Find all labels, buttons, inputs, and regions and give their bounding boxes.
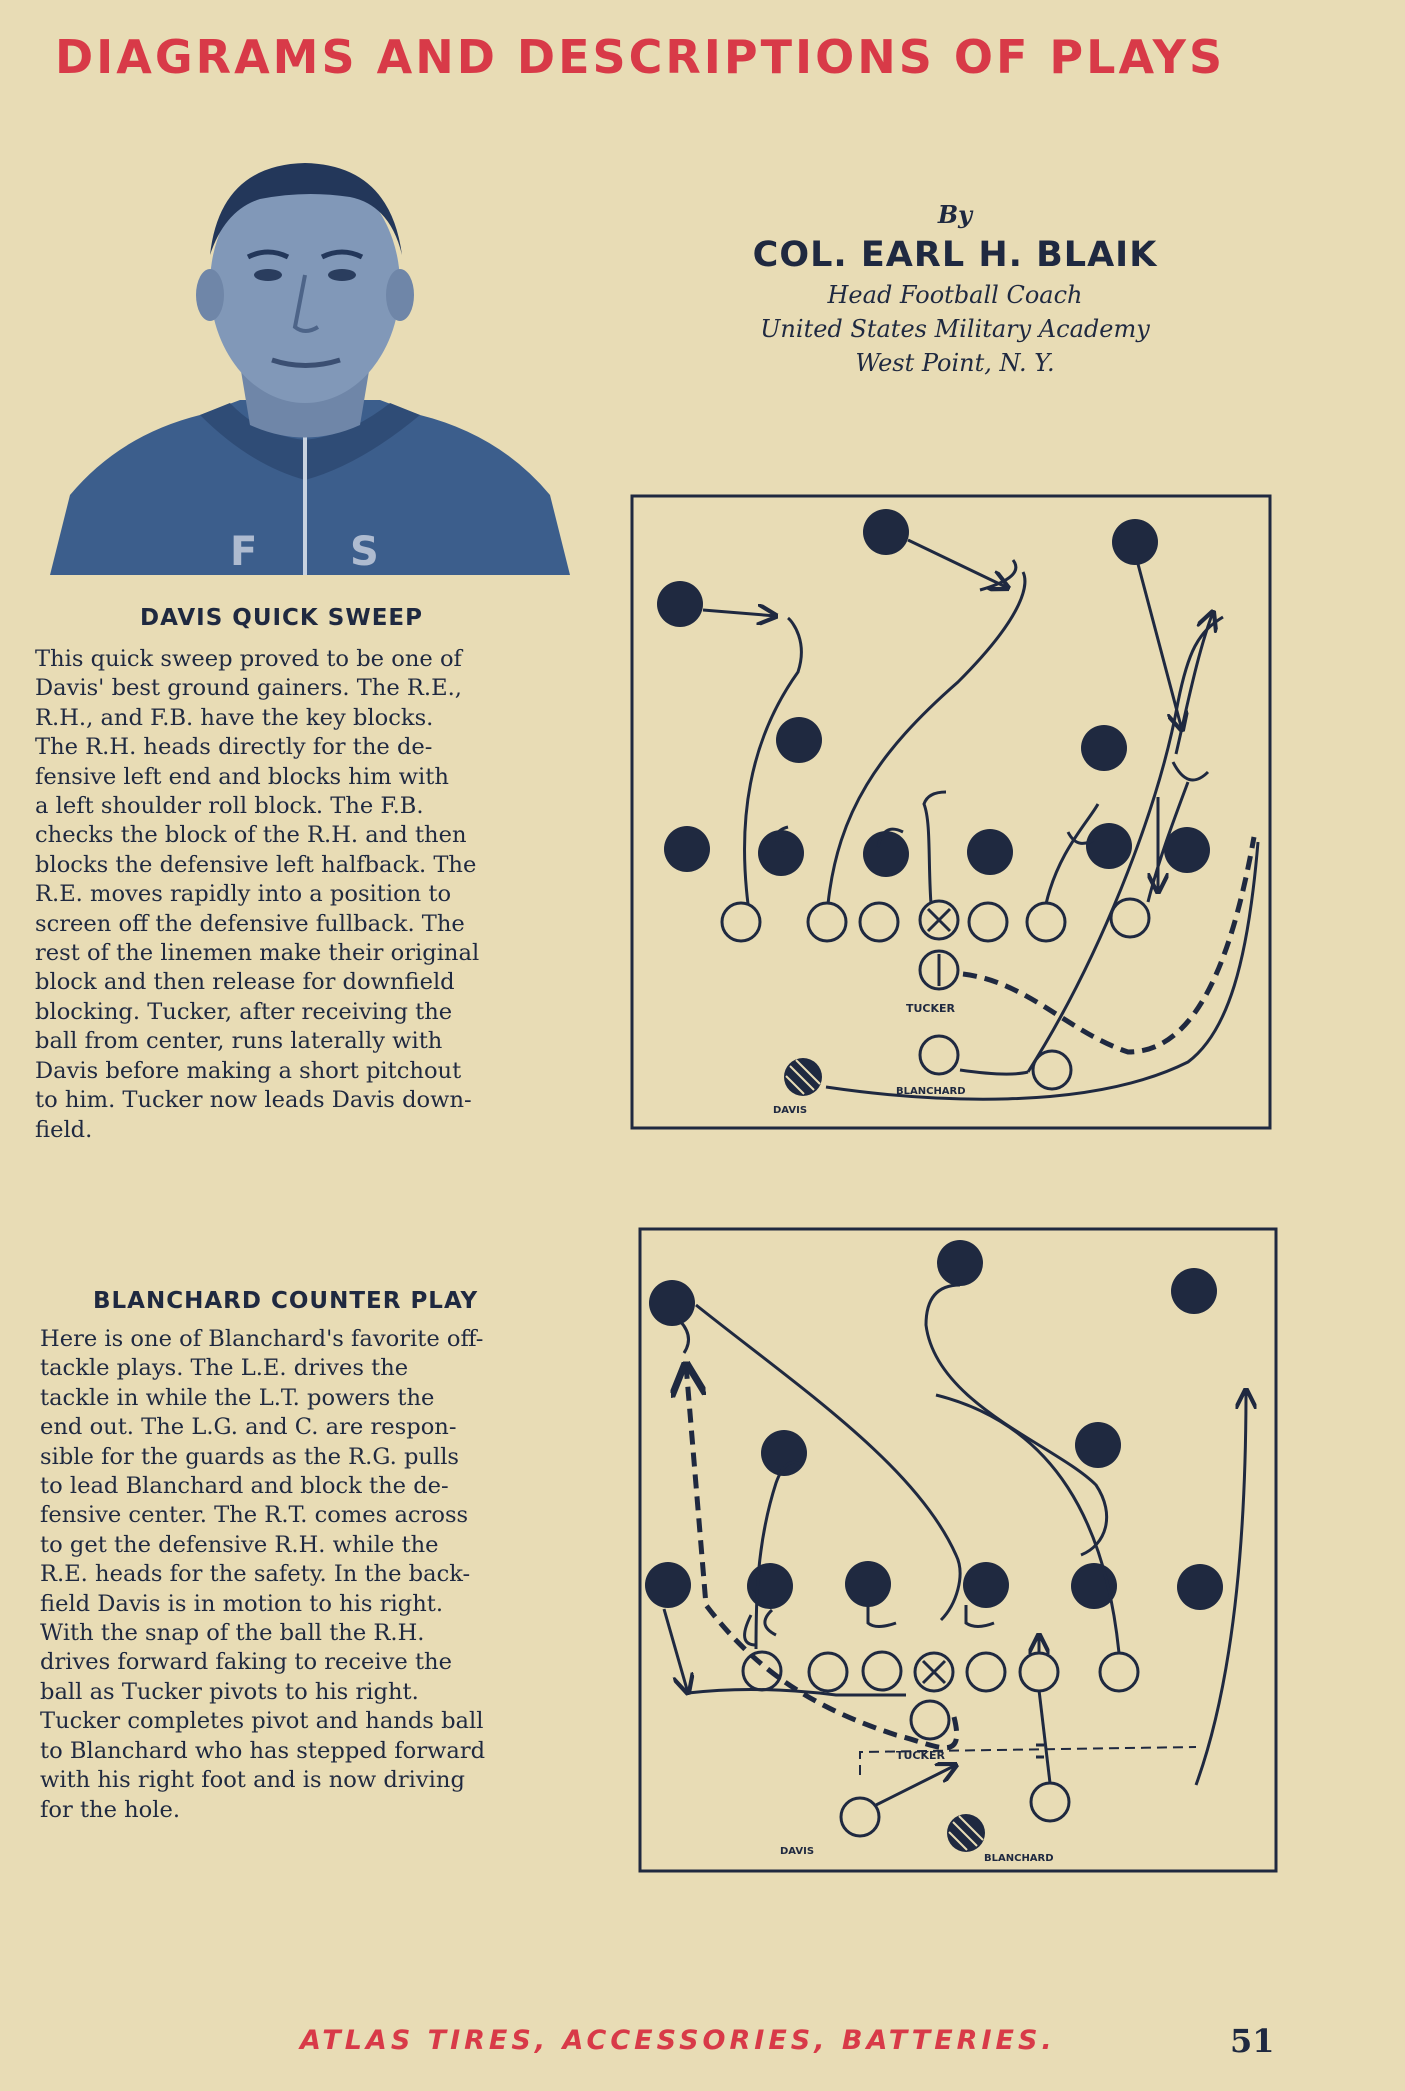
- defender: [967, 829, 1013, 875]
- label-davis: DAVIS: [780, 1846, 815, 1857]
- label-davis: DAVIS: [773, 1105, 808, 1116]
- defender: [776, 717, 822, 763]
- label-blanchard: BLANCHARD: [984, 1853, 1054, 1864]
- blanchard-marker: [947, 1814, 985, 1852]
- text-line: for the hole.: [40, 1796, 181, 1823]
- defender: [649, 1280, 695, 1326]
- text-line: tackle plays. The L.E. drives the: [40, 1355, 409, 1382]
- footer-advertisement: ATLAS TIRES, ACCESSORIES, BATTERIES.: [300, 2025, 1056, 2056]
- offense-player: [809, 1653, 847, 1691]
- text-line: R.E. moves rapidly into a position to: [35, 881, 452, 908]
- diagram-frame: [640, 1229, 1276, 1871]
- defender: [747, 1563, 793, 1609]
- coach-portrait: [50, 135, 570, 575]
- play2-heading: BLANCHARD COUNTER PLAY: [93, 1288, 479, 1314]
- author-role: Head Football Coach: [827, 281, 1083, 309]
- defender: [937, 1240, 983, 1286]
- text-line: drives forward faking to receive the: [40, 1649, 452, 1676]
- text-line: With the snap of the ball the R.H.: [40, 1620, 425, 1647]
- defender: [1177, 1564, 1223, 1610]
- offense-player: [1020, 1653, 1058, 1691]
- offense-players: [722, 899, 1149, 1089]
- label-tucker: TUCKER: [896, 1749, 946, 1762]
- text-line: The R.H. heads directly for the de-: [35, 734, 433, 761]
- davis-marker: [841, 1798, 879, 1836]
- defender: [657, 581, 703, 627]
- blanchard-marker: [920, 1036, 958, 1074]
- defender: [845, 1561, 891, 1607]
- defender: [645, 1562, 691, 1608]
- text-line: Davis before making a short pitchout: [35, 1057, 462, 1084]
- author-name: COL. EARL H. BLAIK: [752, 235, 1158, 275]
- label-tucker: TUCKER: [906, 1002, 956, 1015]
- ball-carrier-path: [963, 837, 1254, 1052]
- defender: [963, 1562, 1009, 1608]
- text-line: field.: [35, 1116, 93, 1143]
- text-line: to get the defensive R.H. while the: [40, 1531, 439, 1558]
- davis-marker: [784, 1058, 822, 1096]
- defender: [863, 831, 909, 877]
- text-line: Tucker completes pivot and hands ball: [40, 1708, 484, 1735]
- defender: [1171, 1268, 1217, 1314]
- text-line: rest of the linemen make their original: [35, 940, 480, 967]
- text-line: a left shoulder roll block. The F.B.: [35, 793, 424, 820]
- text-line: fensive left end and blocks him with: [35, 763, 449, 790]
- text-line: R.H., and F.B. have the key blocks.: [35, 704, 434, 731]
- offense-player: [969, 903, 1007, 941]
- fullback-marker: [1031, 1783, 1069, 1821]
- text-line: to Blanchard who has stepped forward: [40, 1737, 486, 1764]
- defender: [664, 826, 710, 872]
- author-institution: United States Military Academy: [760, 315, 1150, 343]
- text-line: fensive center. The R.T. comes across: [40, 1502, 469, 1529]
- text-line: field Davis is in motion to his right.: [40, 1590, 444, 1617]
- diagram-frame: [632, 496, 1270, 1128]
- text-line: tackle in while the L.T. powers the: [40, 1384, 435, 1411]
- defender: [1086, 823, 1132, 869]
- offense-player: [722, 903, 760, 941]
- text-line: to him. Tucker now leads Davis down-: [35, 1087, 472, 1114]
- tucker-marker: [911, 1701, 949, 1739]
- text-line: ball as Tucker pivots to his right.: [40, 1678, 419, 1705]
- text-line: checks the block of the R.H. and then: [35, 822, 467, 849]
- defender: [863, 509, 909, 555]
- text-line: blocking. Tucker, after receiving the: [35, 998, 453, 1025]
- defender: [1081, 725, 1127, 771]
- page-number: 51: [1230, 2022, 1275, 2060]
- text-line: block and then release for downfield: [35, 969, 455, 996]
- offense-player: [808, 903, 846, 941]
- text-line: Davis' best ground gainers. The R.E.,: [35, 675, 462, 702]
- play2-description: [40, 1325, 588, 1825]
- byline-by: By: [937, 200, 973, 229]
- text-line: This quick sweep proved to be one of: [35, 646, 462, 672]
- offense-player: [1100, 1653, 1138, 1691]
- text-line: to lead Blanchard and block the de-: [40, 1473, 449, 1500]
- text-line: blocks the defensive left halfback. The: [35, 851, 477, 878]
- play2-diagram: [636, 1225, 1280, 1875]
- defense-players: [657, 509, 1210, 877]
- text-line: ball from center, runs laterally with: [35, 1028, 443, 1055]
- center-x-mark: [928, 909, 950, 931]
- text-line: with his right foot and is now driving: [40, 1767, 465, 1794]
- page-title: DIAGRAMS AND DESCRIPTIONS OF PLAYS: [55, 30, 1226, 84]
- defender: [1112, 519, 1158, 565]
- svg-text:F: F: [230, 529, 258, 575]
- defender: [758, 830, 804, 876]
- center-x-mark: [923, 1661, 945, 1683]
- defender: [1075, 1422, 1121, 1468]
- defender: [1164, 827, 1210, 873]
- text-line: R.E. heads for the safety. In the back-: [40, 1561, 471, 1588]
- offense-player: [1027, 903, 1065, 941]
- byline: [700, 200, 1210, 377]
- offense-player: [967, 1653, 1005, 1691]
- play1-diagram: [628, 492, 1274, 1132]
- text-line: sible for the guards as the R.G. pulls: [40, 1443, 460, 1470]
- offense-player: [743, 1652, 781, 1690]
- offense-player: [860, 903, 898, 941]
- text-line: end out. The L.G. and C. are respon-: [40, 1414, 457, 1441]
- play1-heading: DAVIS QUICK SWEEP: [140, 605, 423, 631]
- offense-player: [1111, 899, 1149, 937]
- offense-player: [863, 1652, 901, 1690]
- author-location: West Point, N. Y.: [855, 349, 1055, 377]
- text-line: Here is one of Blanchard's favorite off-: [40, 1326, 484, 1352]
- label-blanchard: BLANCHARD: [896, 1086, 966, 1097]
- text-line: screen off the defensive fullback. The: [35, 910, 465, 937]
- play1-description: [35, 645, 583, 1145]
- svg-text:S: S: [350, 529, 379, 575]
